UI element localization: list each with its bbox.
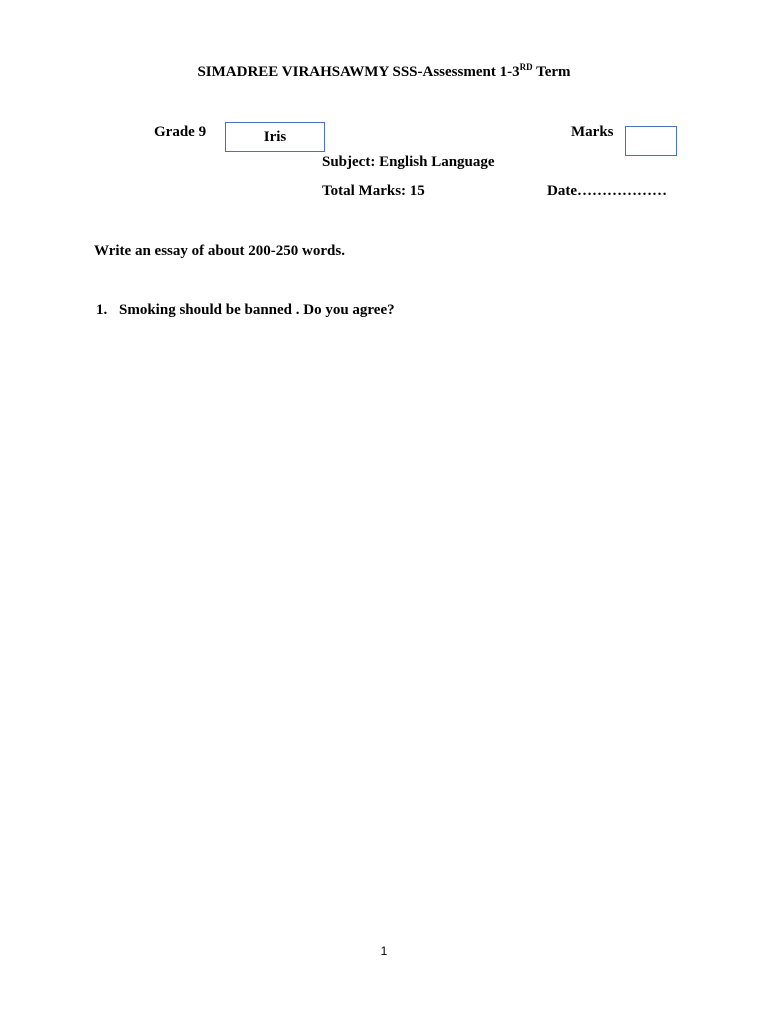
student-name-box[interactable]	[225, 122, 325, 152]
marks-box[interactable]	[625, 126, 677, 156]
marks-label: Marks	[571, 124, 614, 140]
grade-label: Grade 9	[154, 124, 207, 140]
essay-instruction: Write an essay of about 200-250 words.	[94, 243, 345, 259]
page-title	[0, 62, 768, 82]
title-main: SIMADREE VIRAHSAWMY SSS-Assessment 1-3	[197, 64, 520, 80]
student-name-value: Iris	[263, 128, 287, 145]
page-number: 1	[380, 944, 388, 958]
total-marks-line: Total Marks: 15	[322, 183, 425, 199]
question-text: Smoking should be banned . Do you agree?	[119, 302, 395, 318]
title-superscript: RD	[519, 62, 533, 72]
subject-line: Subject: English Language	[322, 154, 495, 170]
date-line: Date………………	[547, 183, 667, 199]
title-suffix: Term	[532, 64, 571, 80]
question-number: 1.	[96, 302, 108, 318]
